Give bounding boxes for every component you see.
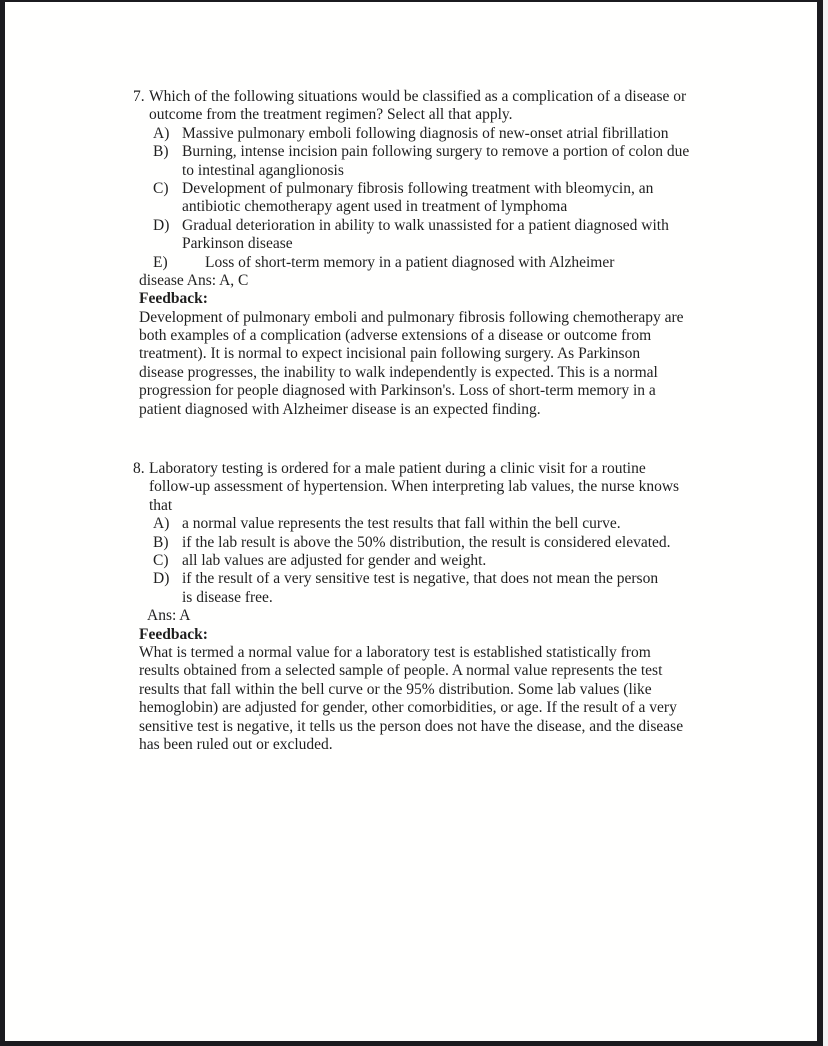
answer-line: Ans: A [147,607,191,625]
option-text-line: Parkinson disease [182,235,293,253]
feedback-text-line: both examples of a complication (adverse extensions of a disease or outcome from [139,327,652,345]
feedback-text-line: treatment). It is normal to expect incisional pain following surgery. As Parkinson [139,345,641,363]
option-text-line: Burning, intense incision pain following surgery to remove a portion of colon due [182,143,690,161]
option-letter: E) [153,253,168,271]
feedback-text-line: results that fall within the bell curve or the 95% distribution. Some lab values (like [139,680,652,698]
question-stem-text: Which of the following situations would be classified as a complication of a disease or [149,88,687,105]
answer-line: disease Ans: A, C [139,271,249,289]
feedback-text-line: hemoglobin) are adjusted for gender, other comorbidities, or age. If the result of a very [139,699,677,717]
question-8 [5,460,817,754]
option-letter: B) [153,533,169,551]
option-b [5,534,817,552]
option-letter: D) [153,216,170,234]
question-stem-line [5,460,817,478]
option-d [5,570,817,588]
option-a [5,125,817,143]
feedback-text-line: Development of pulmonary emboli and pulmonary fibrosis following chemotherapy are [139,308,684,326]
feedback-text-line: progression for people diagnosed with Parkinson's. Loss of short-term memory in a [139,382,656,400]
option-text-line: is disease free. [182,588,273,606]
question-number: 8. [133,460,145,478]
option-c [5,552,817,570]
option-letter: C) [153,551,169,569]
option-letter: C) [153,179,169,197]
feedback-text-line: disease progresses, the inability to walk independently is expected. This is a normal [139,363,658,381]
option-letter: A) [153,124,170,142]
question-stem-line: follow-up assessment of hypertension. When interpreting lab values, the nurse knows [149,478,680,496]
scrollbar-track[interactable] [823,0,828,1046]
option-text-line: if the lab result is above the 50% distribution, the result is considered elevated. [182,533,671,551]
feedback-text-line: sensitive test is negative, it tells us the person does not have the disease, and the disease [139,717,684,735]
feedback-label: Feedback: [139,625,208,643]
option-text-line: Development of pulmonary fibrosis following treatment with bleomycin, an [182,179,654,197]
feedback-text-line: results obtained from a selected sample of people. A normal value represents the test [139,662,663,680]
question-7 [5,88,817,419]
question-stem-line [5,88,817,106]
option-text-line: a normal value represents the test results that fall within the bell curve. [182,515,621,533]
feedback-text-line: What is termed a normal value for a laboratory test is established statistically from [139,643,651,661]
option-text-line: Massive pulmonary emboli following diagnosis of new-onset atrial fibrillation [182,124,669,142]
option-text-line: Loss of short-term memory in a patient diagnosed with Alzheimer [205,253,615,271]
option-letter: B) [153,143,169,161]
option-text-line: if the result of a very sensitive test is negative, that does not mean the person [182,570,659,588]
option-c [5,180,817,198]
feedback-text-line: patient diagnosed with Alzheimer disease is an expected finding. [139,400,541,418]
option-b [5,143,817,161]
option-letter: A) [153,515,170,533]
feedback-text-line: has been ruled out or excluded. [139,735,333,753]
question-stem-line: that [149,496,173,514]
option-e [5,254,817,272]
option-text-line: all lab values are adjusted for gender and weight. [182,551,487,569]
option-text-line: Gradual deterioration in ability to walk unassisted for a patient diagnosed with [182,216,669,234]
document-page [5,2,817,1041]
option-d [5,217,817,235]
question-stem-text: Laboratory testing is ordered for a male patient during a clinic visit for a routine [149,460,646,478]
option-text-line: antibiotic chemotherapy agent used in treatment of lymphoma [182,198,568,216]
question-stem-line: outcome from the treatment regimen? Select all that apply. [149,106,513,124]
question-number: 7. [133,88,145,105]
option-text-line: to intestinal aganglionosis [182,161,344,179]
option-a [5,515,817,533]
option-letter: D) [153,570,170,588]
feedback-label: Feedback: [139,290,208,308]
